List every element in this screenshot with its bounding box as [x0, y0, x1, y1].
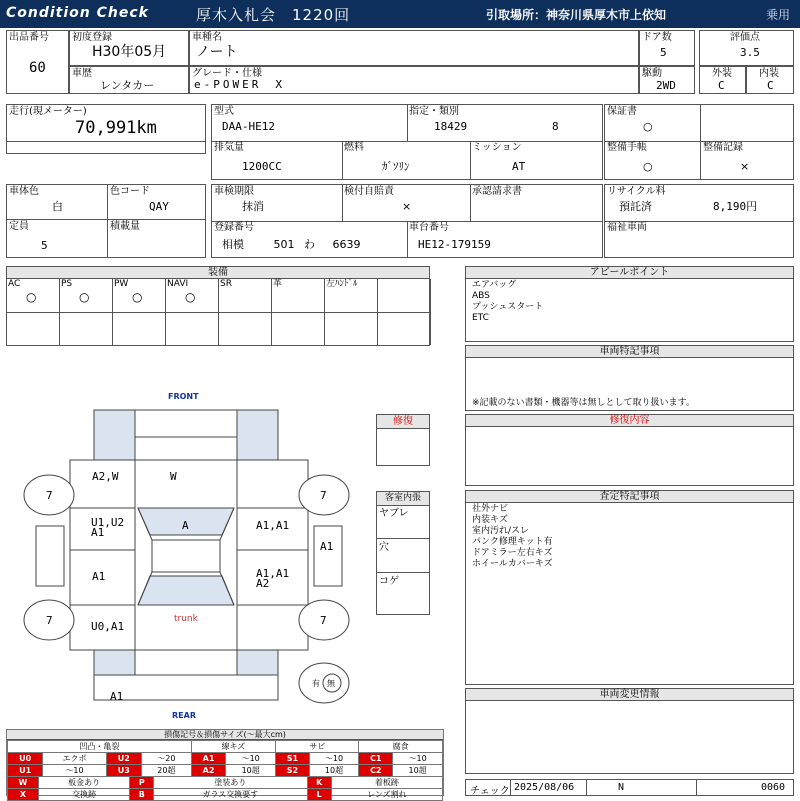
spec-block: [211, 104, 603, 180]
check-flag: N: [618, 782, 625, 793]
chassis-label: 車台番号: [409, 222, 449, 233]
right-mirror: [314, 526, 342, 586]
legend-code: C2: [359, 765, 393, 777]
check-divider-2: [586, 780, 587, 795]
equipment-row-divider: [113, 312, 166, 313]
grade-label: グレード・仕様: [192, 68, 262, 79]
spec-divider-v2: [342, 141, 343, 179]
front-right-corner: [237, 410, 278, 460]
legend-desc: レンズ割れ: [331, 789, 442, 801]
equipment-row-divider: [325, 312, 378, 313]
legend-code: P: [130, 777, 154, 789]
recycle-status: 預託済: [619, 200, 652, 213]
equipment-label: 革: [273, 279, 283, 289]
mission-value: AT: [512, 160, 526, 173]
logo-text: Condition Check: [6, 5, 149, 21]
score-label: 評価点: [730, 32, 760, 43]
rear-label: REAR: [172, 711, 196, 720]
legend-desc: 10超: [226, 765, 276, 777]
legend-desc: 交換跡: [38, 789, 129, 801]
doors-cell: [639, 30, 695, 66]
legend-table: [7, 740, 443, 777]
check-divider-1: [510, 780, 511, 795]
warranty-label: 保証書: [607, 106, 637, 117]
plate-kana: わ: [304, 238, 315, 251]
equipment-cell: [272, 279, 325, 345]
doors-value: 5: [660, 46, 667, 59]
appeal-panel: [465, 266, 794, 342]
check-code: 0060: [761, 782, 786, 793]
legend-row-1: [8, 753, 443, 765]
legend-group-corrosion: 腐食: [359, 741, 443, 753]
color-code-label: 色コード: [110, 186, 150, 197]
legend-code: U3: [106, 765, 141, 777]
warranty-value: ○: [643, 120, 653, 133]
mileage-value: 70,991km: [75, 118, 157, 138]
record-label: 整備記録: [703, 142, 743, 153]
legend-desc: 10超: [393, 765, 443, 777]
history-label: 車歴: [72, 68, 92, 79]
recycle-fee: 8,190円: [713, 200, 758, 213]
check-date: 2025/08/06: [514, 782, 575, 793]
rear-right-corner: [237, 650, 278, 675]
mark-front-right-door: A1,A1: [256, 519, 290, 532]
left-mirror: [36, 526, 64, 586]
auction-title: 厚木入札会 1220回: [196, 6, 351, 24]
equipment-cell: [219, 279, 272, 345]
grade-value: e-POWER X: [194, 78, 285, 91]
mileage-label: 走行(現メーター): [9, 106, 87, 117]
legend-desc: 〜10: [43, 765, 106, 777]
registration-divider-v2: [470, 185, 471, 221]
designation-label: 指定・類別: [409, 106, 459, 117]
first-reg-value: H30年05月: [92, 44, 167, 60]
history-value: レンタカー: [100, 79, 155, 92]
legend-group-rust: サビ: [276, 741, 359, 753]
legend-row-3: [8, 777, 443, 789]
color-divider-h: [7, 219, 205, 220]
legend-group-dent: 凹凸・亀裂: [8, 741, 192, 753]
interior-item-hole: 穴: [379, 542, 389, 553]
spec-divider-v1: [407, 105, 408, 141]
color-divider-v: [107, 185, 108, 257]
lot-number-cell: [6, 30, 69, 94]
assessment-title: 査定特記事項: [466, 491, 793, 503]
equipment-value: ○: [79, 290, 90, 304]
legend-block: [6, 729, 444, 799]
check-divider-3: [696, 780, 697, 795]
appeal-item: ABS: [472, 291, 490, 301]
chassis-value: HE12-179159: [418, 238, 491, 251]
plate-number: 501: [273, 238, 295, 251]
legend-desc: 着板跡: [331, 777, 442, 789]
change-title: 車両変更情報: [466, 689, 793, 701]
legend-desc: 〜20: [142, 753, 192, 765]
exterior-label: 外装: [712, 68, 732, 79]
mark-hood: W: [170, 470, 177, 483]
car-diagram: [0, 400, 376, 712]
legend-code: B: [130, 789, 154, 801]
interior-cell: [746, 66, 794, 94]
rear-window-shape: [138, 576, 234, 605]
drive-cell: [639, 66, 695, 94]
tire-fr-mark: 7: [320, 489, 327, 502]
legend-desc: ガラス交換要す: [154, 789, 308, 801]
drive-value: 2WD: [656, 79, 676, 92]
interior-div-1: [377, 538, 429, 539]
fuel-label: 燃料: [344, 142, 364, 153]
trunk-label: trunk: [174, 614, 198, 624]
repair-label: 修復: [377, 415, 429, 429]
header-bar: [0, 0, 800, 28]
inspection-value: 抹消: [242, 200, 264, 213]
legend-desc: 20超: [142, 765, 192, 777]
registration-divider-v3: [407, 221, 408, 257]
maintenance-divider-v: [700, 141, 701, 179]
equipment-cell: [378, 279, 431, 345]
model-name-value: ノート: [196, 44, 238, 60]
legend-desc: 塗装あり: [154, 777, 308, 789]
equipment-value: ○: [185, 290, 196, 304]
front-left-corner: [94, 410, 135, 460]
legend-title: 損傷記号＆損傷サイズ(〜最大cm): [7, 730, 443, 740]
record-value: ×: [740, 160, 750, 173]
exterior-cell: [699, 66, 746, 94]
maintenance-block: [604, 104, 794, 180]
rear-left-corner: [94, 650, 135, 675]
legend-desc: 板金あり: [38, 777, 129, 789]
equipment-block: [6, 266, 430, 346]
assessment-item: 室内汚れ/スレ: [472, 526, 530, 536]
displacement-value: 1200CC: [242, 160, 282, 173]
appeal-list: [472, 280, 543, 324]
designation-value: 18429: [434, 120, 468, 133]
interior-trim-title: 客室内張: [377, 492, 429, 506]
welfare-label: 福祉車両: [607, 222, 647, 233]
legend-code: X: [8, 789, 39, 801]
front-label: FRONT: [168, 392, 199, 401]
legend-desc: 〜10: [226, 753, 276, 765]
special-panel: [465, 345, 794, 411]
legend-desc: 〜10: [309, 753, 359, 765]
mark-right-pillar: A1: [320, 540, 334, 553]
change-panel: [465, 688, 794, 774]
legend-code: U0: [8, 753, 43, 765]
appeal-item: プッシュスタート: [472, 302, 544, 312]
load-label: 積載量: [110, 221, 140, 232]
approval-label: 承認請求書: [472, 186, 522, 197]
score-value: 3.5: [740, 46, 760, 59]
equipment-label: PW: [114, 279, 129, 289]
history-cell: [69, 66, 189, 94]
mark-left-rear-door: A1: [92, 570, 106, 583]
model-name-cell: [189, 30, 639, 66]
pickup-location: 引取場所：神奈川県厚木市上依知: [486, 8, 667, 22]
equipment-label: SR: [220, 279, 232, 289]
check-label: チェック: [470, 786, 510, 797]
mark-right-rear-door: A1,A1 A2: [256, 567, 290, 590]
interior-label: 内装: [759, 68, 779, 79]
model-name-label: 車種名: [192, 32, 222, 43]
equipment-cell: [7, 279, 60, 345]
legend-row-2: [8, 765, 443, 777]
plate-no: 6639: [332, 238, 361, 251]
mark-rear-left: U0,A1: [91, 620, 125, 633]
spec-divider-h: [212, 141, 602, 142]
model-code-value: DAA-HE12: [222, 120, 275, 133]
fuel-value: ｶﾞｿﾘﾝ: [382, 160, 410, 173]
legend-code: U2: [106, 753, 141, 765]
plate-label: 登録番号: [214, 222, 254, 233]
special-note: ※記載のない書類・機器等は無しとして取り扱います。: [472, 398, 695, 408]
score-cell: [699, 30, 794, 66]
legend-desc: エクボ: [43, 753, 106, 765]
equipment-value: ○: [26, 290, 37, 304]
special-title: 車両特記事項: [466, 346, 793, 358]
interior-trim-box: [376, 491, 430, 615]
vehicle-class: 乗用: [766, 8, 791, 22]
color-code-value: QAY: [149, 200, 169, 213]
assessment-item: 内装キズ: [472, 515, 508, 525]
legend-desc: 10超: [309, 765, 359, 777]
equipment-row-divider: [219, 312, 272, 313]
equipment-cell: [113, 279, 166, 345]
legend-desc: 〜10: [393, 753, 443, 765]
assessment-item: ドアミラー左右キズ: [472, 548, 553, 558]
capacity-label: 定員: [9, 221, 29, 232]
exterior-value: C: [718, 79, 725, 92]
interior-value: C: [767, 79, 774, 92]
plate-value: [222, 239, 361, 251]
mission-label: ミッション: [472, 142, 522, 153]
recycle-label: リサイクル料: [607, 186, 666, 197]
interior-item-tear: ヤブレ: [379, 508, 409, 519]
repair-content-panel: [465, 414, 794, 486]
legend-group-scratch: 線キズ: [191, 741, 275, 753]
assessment-panel: [465, 490, 794, 685]
appeal-item: ETC: [472, 313, 489, 323]
displacement-label: 排気量: [214, 142, 244, 153]
inspection-label: 車検期限: [214, 186, 254, 197]
equipment-label: AC: [8, 279, 21, 289]
category-value: 8: [552, 120, 559, 133]
equipment-row-divider: [166, 312, 219, 313]
legend-code: A1: [191, 753, 226, 765]
maintenance-divider-v0: [700, 105, 701, 141]
equipment-row-divider: [60, 312, 113, 313]
insurance-value: ×: [402, 200, 412, 213]
appeal-item: エアバッグ: [472, 280, 517, 290]
mileage-cell: [6, 104, 206, 154]
appeal-title: アピールポイント: [466, 267, 793, 279]
color-block: [6, 184, 206, 258]
tire-rl-mark: 7: [46, 614, 53, 627]
lot-label: 出品番号: [9, 32, 49, 43]
tire-fl-mark: 7: [46, 489, 53, 502]
registration-block: [211, 184, 603, 258]
equipment-row-divider: [378, 312, 431, 313]
color-label: 車体色: [9, 186, 39, 197]
assessment-list: [472, 504, 553, 570]
equipment-grid: [7, 279, 429, 345]
insurance-label: 検付自賠責: [344, 186, 394, 197]
equipment-value: ○: [132, 290, 143, 304]
manual-value: ○: [643, 160, 653, 173]
assessment-item: パンク修理キット有: [472, 537, 553, 547]
legend-code: U1: [8, 765, 43, 777]
doors-label: ドア数: [642, 32, 672, 43]
legend-code: A2: [191, 765, 226, 777]
equipment-cell: [325, 279, 378, 345]
legend-table-2: [7, 776, 443, 801]
recycle-block: [604, 184, 794, 258]
drive-label: 駆動: [642, 68, 662, 79]
roof: [152, 540, 220, 572]
legend-row-4: [8, 789, 443, 801]
equipment-title: 装備: [7, 267, 429, 279]
capacity-value: 5: [41, 239, 48, 252]
grade-cell: [189, 66, 639, 94]
equipment-cell: [166, 279, 219, 345]
first-reg-cell: [69, 30, 189, 66]
mark-rear-bumper: A1: [110, 690, 124, 703]
repair-content-title: 修復内容: [466, 415, 793, 427]
check-bar: [465, 779, 794, 796]
legend-code: W: [8, 777, 39, 789]
equipment-row-divider: [272, 312, 325, 313]
spec-divider-v3: [470, 141, 471, 179]
equipment-cell: [60, 279, 113, 345]
legend-code: K: [307, 777, 331, 789]
legend-code: S1: [276, 753, 310, 765]
legend-code: L: [307, 789, 331, 801]
first-reg-label: 初度登録: [72, 32, 112, 43]
rear-panel: [135, 650, 237, 675]
assessment-item: ホイールカバーキズ: [472, 559, 553, 569]
legend-code: S2: [276, 765, 310, 777]
mark-front-left: A2,W: [92, 470, 119, 483]
equipment-label: PS: [61, 279, 73, 289]
mileage-divider: [7, 141, 205, 142]
interior-div-2: [377, 572, 429, 573]
plate-area: 相模: [222, 238, 244, 251]
tire-rr-mark: 7: [320, 614, 327, 627]
lot-value: 60: [29, 60, 46, 76]
equipment-row-divider: [7, 312, 60, 313]
spare-none-label: 無: [327, 679, 335, 688]
mark-left-front-door: U1,U2 A1: [91, 516, 125, 539]
registration-divider-v1: [342, 185, 343, 221]
manual-label: 整備手帳: [607, 142, 647, 153]
assessment-item: 社外ナビ: [472, 504, 509, 514]
spare-have-label: 有: [312, 679, 320, 688]
equipment-label: 左ﾊﾝﾄﾞﾙ: [326, 279, 358, 289]
model-code-label: 型式: [214, 106, 234, 117]
repair-box: [376, 414, 430, 466]
mark-windshield: A: [182, 519, 189, 532]
legend-code: C1: [359, 753, 393, 765]
hood-front: [135, 437, 237, 460]
interior-item-burn: コゲ: [379, 576, 399, 587]
equipment-label: NAVI: [167, 279, 189, 289]
color-value: 白: [52, 200, 63, 213]
